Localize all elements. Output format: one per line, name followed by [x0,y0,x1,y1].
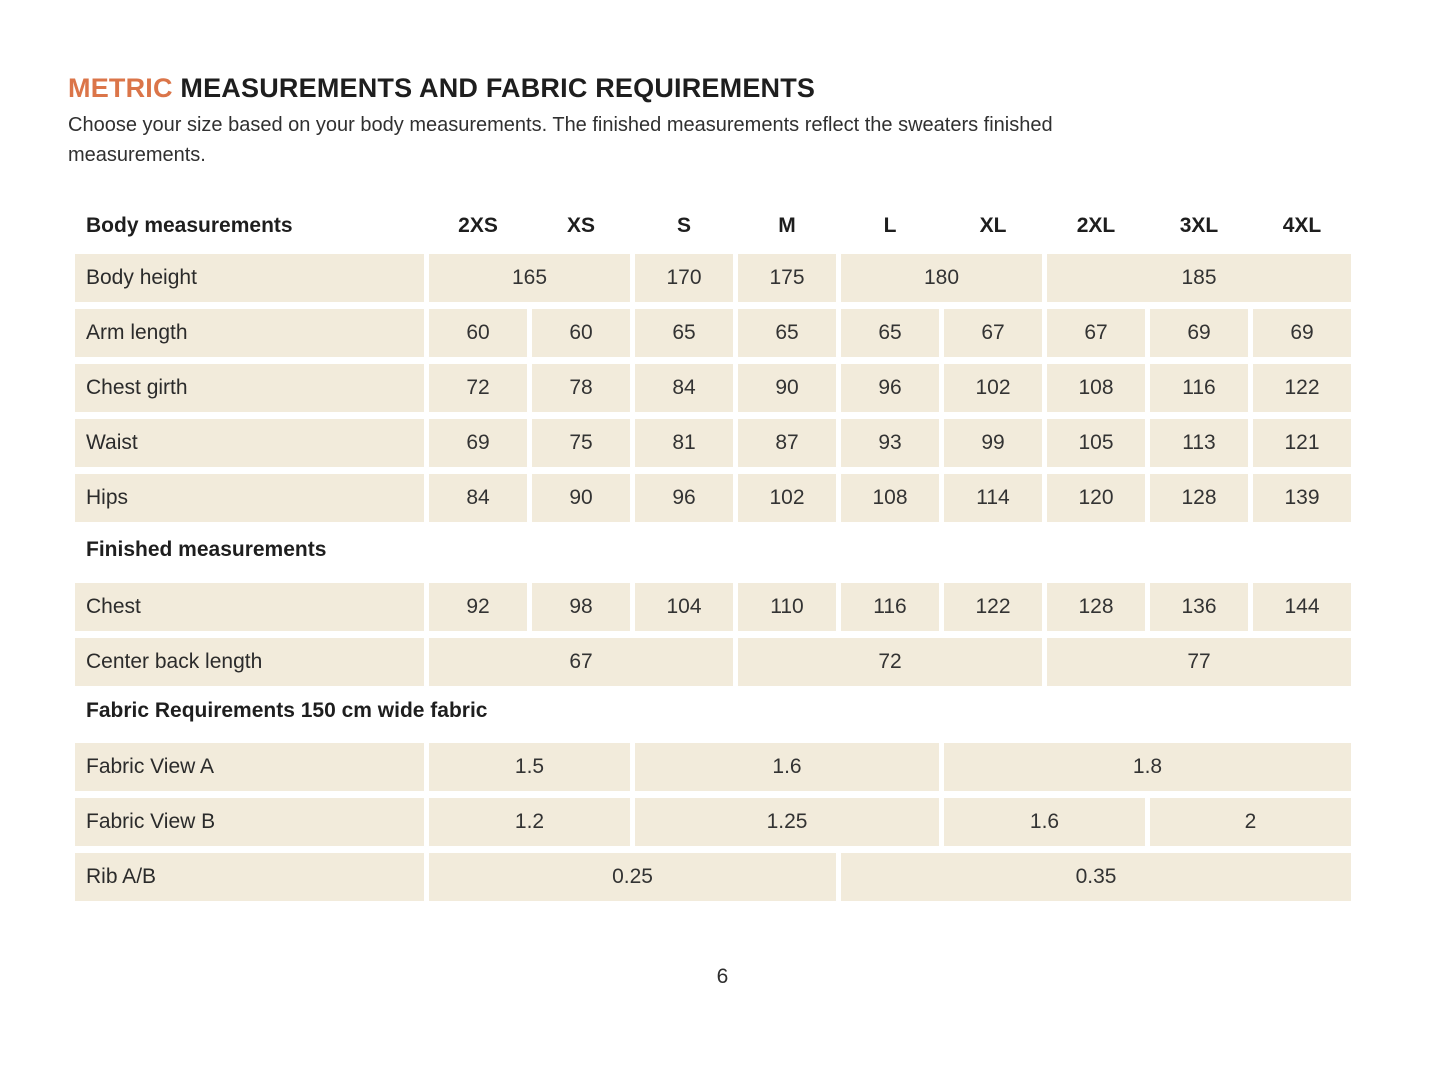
table-row [75,583,1351,631]
row-label: Waist [75,419,424,467]
value-cell: 65 [841,309,939,357]
value-cell: 78 [532,364,630,412]
value-cell: 69 [1253,309,1351,357]
table-header-label: Body measurements [86,214,293,237]
table-row [75,474,1351,522]
value-cell: 75 [532,419,630,467]
value-cell: 139 [1253,474,1351,522]
value-cell: 96 [841,364,939,412]
value-cell: 128 [1047,583,1145,631]
value-cell: 96 [635,474,733,522]
value-cell: 1.6 [944,798,1145,846]
value-cell: 77 [1047,638,1351,686]
value-cell: 102 [944,364,1042,412]
value-cell: 180 [841,254,1042,302]
row-label: Arm length [75,309,424,357]
value-cell: 116 [1150,364,1248,412]
value-cell: 113 [1150,419,1248,467]
value-cell: 0.35 [841,853,1351,901]
value-cell: 108 [1047,364,1145,412]
value-cell: 67 [1047,309,1145,357]
value-cell: 1.6 [635,743,939,791]
size-column-header: 4XL [1282,214,1322,237]
size-column-header: 2XL [1076,214,1116,237]
row-label: Fabric View A [75,743,424,791]
value-cell: 104 [635,583,733,631]
value-cell: 60 [429,309,527,357]
value-cell: 67 [944,309,1042,357]
value-cell: 84 [429,474,527,522]
value-cell: 72 [429,364,527,412]
value-cell: 122 [1253,364,1351,412]
value-cell: 116 [841,583,939,631]
size-column-header: XS [566,214,595,237]
value-cell: 98 [532,583,630,631]
value-cell: 175 [738,254,836,302]
size-column-header: S [676,214,691,237]
table-row [75,419,1351,467]
value-cell: 72 [738,638,1042,686]
size-table [75,212,1351,901]
section-heading: Fabric Requirements 150 cm wide fabric [86,699,488,722]
section-heading: Finished measurements [86,538,327,561]
value-cell: 84 [635,364,733,412]
value-cell: 69 [1150,309,1248,357]
page-title [68,72,1445,104]
value-cell: 60 [532,309,630,357]
value-cell: 67 [429,638,733,686]
row-label: Center back length [75,638,424,686]
row-label: Body height [75,254,424,302]
table-row [75,853,1351,901]
value-cell: 99 [944,419,1042,467]
row-label: Rib A/B [75,853,424,901]
table-row [75,364,1351,412]
value-cell: 144 [1253,583,1351,631]
size-column-header: L [883,214,897,237]
value-cell: 170 [635,254,733,302]
size-column-header: 2XS [458,214,498,237]
value-cell: 65 [738,309,836,357]
table-row [75,743,1351,791]
value-cell: 1.5 [429,743,630,791]
value-cell: 0.25 [429,853,836,901]
value-cell: 1.2 [429,798,630,846]
value-cell: 87 [738,419,836,467]
row-label: Chest girth [75,364,424,412]
value-cell: 185 [1047,254,1351,302]
size-column-header: XL [979,214,1007,237]
row-label: Chest [75,583,424,631]
value-cell: 81 [635,419,733,467]
value-cell: 65 [635,309,733,357]
table-row [75,309,1351,357]
value-cell: 105 [1047,419,1145,467]
value-cell: 93 [841,419,939,467]
value-cell: 90 [738,364,836,412]
page-title-accent: METRIC [68,73,173,103]
subtitle-line-2: measurements. [68,144,206,166]
subtitle-line-1: Choose your size based on your body measurements. The finished measurements reflect the sweaters finished [68,114,1053,136]
value-cell: 136 [1150,583,1248,631]
size-column-header: 3XL [1179,214,1219,237]
row-label: Hips [75,474,424,522]
row-label: Fabric View B [75,798,424,846]
table-row [75,638,1351,686]
table-header-row [75,212,1351,238]
page-title-rest: MEASUREMENTS AND FABRIC REQUIREMENTS [172,73,816,103]
value-cell: 1.8 [944,743,1351,791]
value-cell: 165 [429,254,630,302]
page-subtitle [68,110,1445,170]
value-cell: 108 [841,474,939,522]
value-cell: 128 [1150,474,1248,522]
value-cell: 69 [429,419,527,467]
value-cell: 90 [532,474,630,522]
value-cell: 122 [944,583,1042,631]
value-cell: 92 [429,583,527,631]
page-number: 6 [716,965,729,988]
value-cell: 102 [738,474,836,522]
value-cell: 120 [1047,474,1145,522]
value-cell: 110 [738,583,836,631]
table-row [75,254,1351,302]
value-cell: 121 [1253,419,1351,467]
value-cell: 1.25 [635,798,939,846]
size-column-header: M [778,214,796,237]
value-cell: 114 [944,474,1042,522]
table-row [75,798,1351,846]
value-cell: 2 [1150,798,1351,846]
